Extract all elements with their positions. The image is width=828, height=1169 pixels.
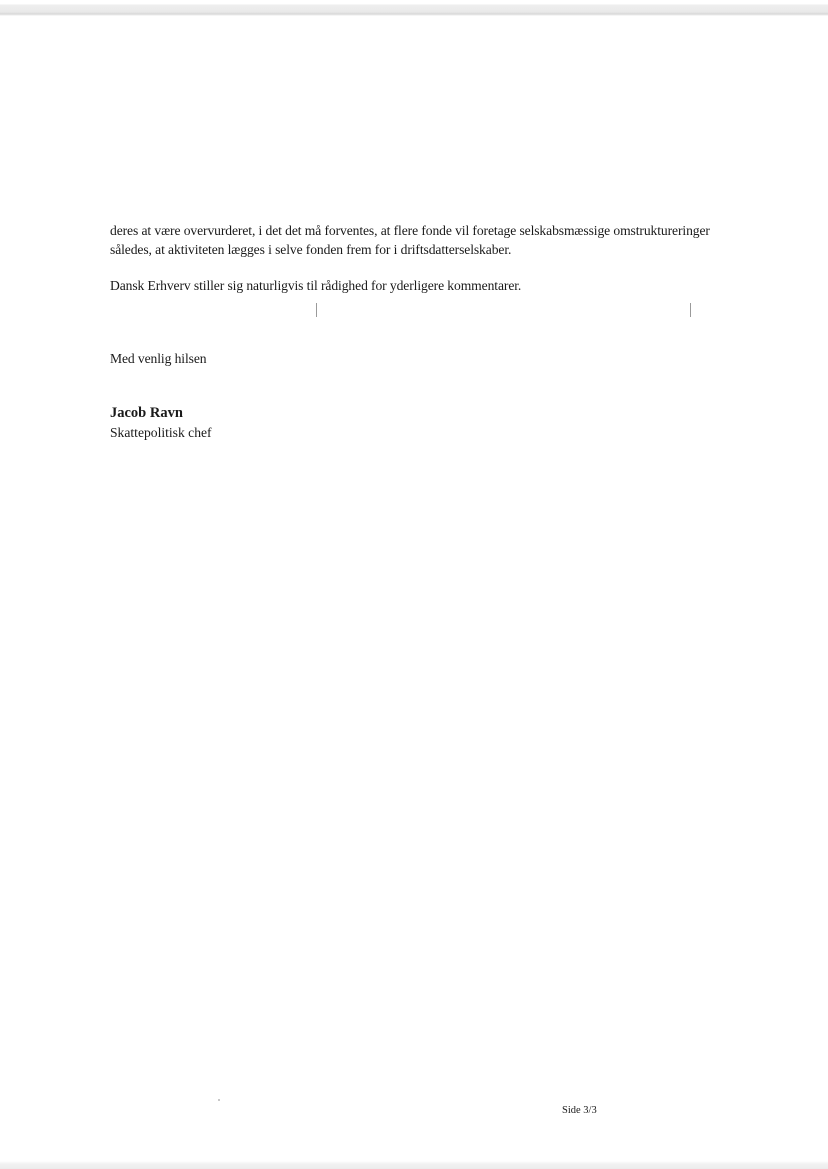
body-paragraph-2: Dansk Erhverv stiller sig naturligvis til rådighed for yderligere kommentarer. [110,278,522,293]
signer-title: Skattepolitisk chef [110,425,212,440]
scan-mark [690,303,691,317]
scan-edge-bottom [0,1161,828,1169]
scan-speck [218,1099,220,1101]
signer-name: Jacob Ravn [110,405,183,421]
scan-edge-top [0,0,828,16]
scan-mark [316,303,317,317]
closing-salutation: Med venlig hilsen [110,351,207,366]
page-number: Side 3/3 [562,1105,597,1116]
body-paragraph-1: deres at være overvurderet, i det det må forventes, at flere fonde vil foretage selskabsmæssige omstruktureringer således, at aktiviteten lægges i selve fonden frem for i driftsdatterselskaber. [110,223,710,257]
